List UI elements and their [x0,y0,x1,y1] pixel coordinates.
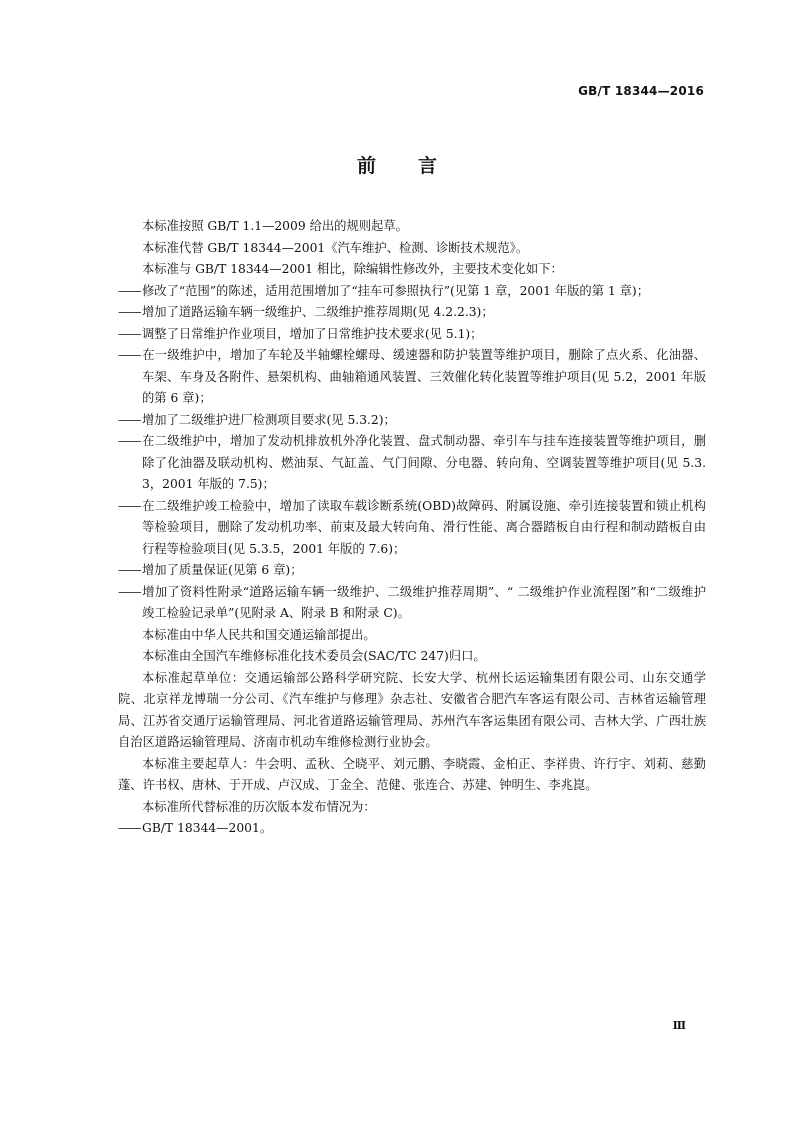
foreword-body [118,216,706,840]
paragraph-committee: 本标准由全国汽车维修标准化技术委员会(SAC/TC 247)归口。 [142,649,486,663]
dash-marker: —— [118,348,141,362]
history-item-text: GB/T 18344—2001。 [142,821,273,835]
change-item-text: 增加了二级维护进厂检测项目要求(见 5.3.2)； [142,412,396,427]
change-item [118,410,706,432]
page-title: 前言 [356,155,479,177]
paragraph-drafters: 本标准主要起草人：牛会明、孟秋、仝晓平、刘元鹏、李晓霞、金柏正、李祥贵、许行宇、刘莉、慈勤蓬、许书权、唐林、于开成、卢汉成、丁金全、范健、张连合、苏建、钟明生、李兆崑。 [118,756,706,792]
change-item [118,496,706,561]
change-item-text: 增加了资料性附录“道路运输车辆一级维护、二级维护推荐周期”、“ 二级维护作业流程图”和“二级维护竣工检验记录单”(见附录 A、附录 B 和附录 C)。 [142,584,706,620]
change-list [118,281,706,625]
change-item [118,560,706,582]
dash-marker: —— [118,821,141,835]
change-item [118,324,706,346]
dash-marker: —— [118,498,141,513]
change-item-text: 调整了日常维护作业项目，增加了日常维护技术要求(见 5.1)； [142,326,483,341]
paragraph-drafting-units: 本标准起草单位：交通运输部公路科学研究院、长安大学、杭州长运运输集团有限公司、山东交通学院、北京祥龙博瑞一分公司、《汽车维护与修理》杂志社、安徽省合肥汽车客运有限公司、吉林省运输管理局、江苏省交通厅运输管理局、河北省道路运输管理局、苏州汽车客运集团有限公司、吉林大学、广西壮族自治区道路运输管理局、济南市机动车维修检测行业协会。 [118,670,706,749]
change-item-text: 在一级维护中，增加了车轮及半轴螺栓螺母、缓速器和防护装置等维护项目，删除了点火系、化油器、车架、车身及各附件、悬架机构、曲轴箱通风装置、三效催化转化装置等维护项目(见 5.2，2001 年版的第 6 章)； [142,348,706,405]
change-item-text: 在二级维护竣工检验中，增加了读取车载诊断系统(OBD)故障码、附属设施、牵引连接装置和锁止机构等检验项目，删除了发动机功率、前束及最大转向角、滑行性能、离合器踏板自由行程和制动踏板自由行程等检验项目(见 5.3.5，2001 年版的 7.6)； [142,498,706,556]
dash-marker: —— [118,563,141,577]
dash-marker: —— [118,326,141,341]
change-item-text: 修改了“范围”的陈述，适用范围增加了“挂车可参照执行”(见第 1 章，2001 年版的第 1 章)； [142,283,650,298]
dash-marker: —— [118,412,141,427]
change-item [118,302,706,324]
change-item-text: 在二级维护中，增加了发动机排放机外净化装置、盘式制动器、牵引车与挂车连接装置等维护项目，删除了化油器及联动机构、燃油泵、气缸盖、气门间隙、分电器、转向角、空调装置等维护项目(见 5.3.3，2001 年版的 7.5)； [142,434,706,491]
dash-marker: —— [118,305,141,319]
paragraph-proposer: 本标准由中华人民共和国交通运输部提出。 [142,627,376,642]
change-item [118,431,706,496]
paragraph-changes-intro: 本标准与 GB/T 18344—2001 相比，除编辑性修改外，主要技术变化如下： [142,262,563,276]
page-number: Ⅲ [672,1019,686,1032]
change-item [118,281,706,303]
dash-marker: —— [118,434,141,448]
change-item-text: 增加了道路运输车辆一级维护、二级维护推荐周期(见 4.2.2.3)； [142,305,494,319]
standard-number: GB/T 18344—2016 [578,84,704,98]
paragraph-replaces: 本标准代替 GB/T 18344—2001《汽车维护、检测、诊断技术规范》。 [142,240,529,255]
change-item [118,345,706,410]
dash-marker: —— [118,283,141,298]
paragraph-history-intro: 本标准所代替标准的历次版本发布情况为： [142,799,376,814]
dash-marker: —— [118,584,141,599]
paragraph-drafting-rules: 本标准按照 GB/T 1.1—2009 给出的规则起草。 [142,219,408,233]
history-item [118,818,706,840]
change-item-text: 增加了质量保证(见第 6 章)； [142,563,303,577]
change-item [118,582,706,625]
